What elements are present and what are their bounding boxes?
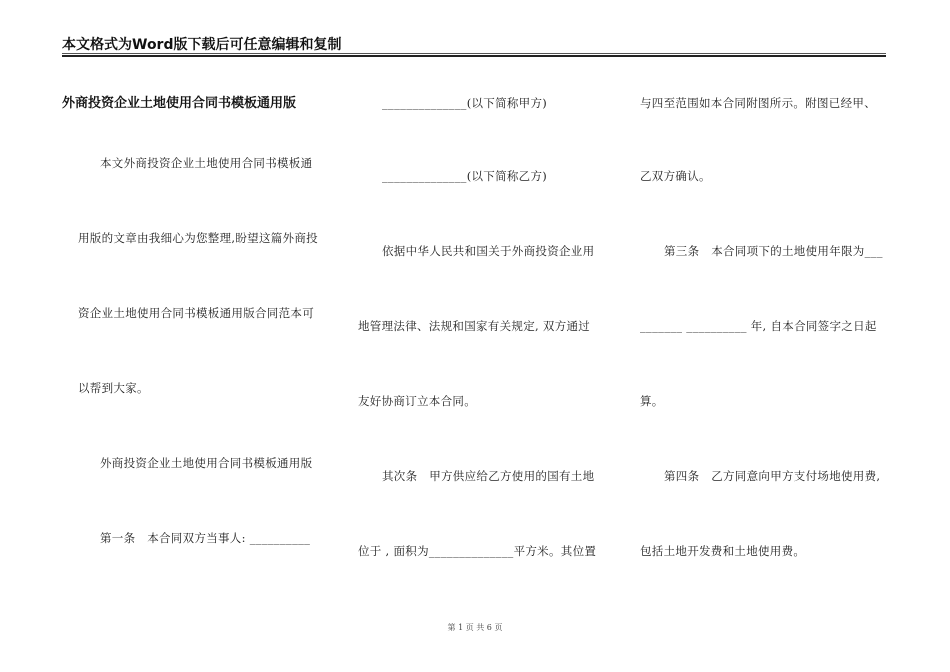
body-line: 第一条 本合同双方当事人: __________ <box>100 531 311 545</box>
body-line: 与四至范围如本合同附图所示。附图已经甲、 <box>640 96 876 110</box>
body-line: 第四条 乙方同意向甲方支付场地使用费, <box>664 469 881 483</box>
body-line: 位于 , 面积为______________平方米。其位置 <box>358 544 597 558</box>
document-title: 外商投资企业土地使用合同书模板通用版 <box>62 96 297 111</box>
body-line: 外商投资企业土地使用合同书模板通用版 <box>100 456 313 470</box>
body-line: 依据中华人民共和国关于外商投资企业用 <box>382 244 595 258</box>
body-line: _______ __________ 年, 自本合同签字之日起 <box>640 319 877 333</box>
body-line: 用版的文章由我细心为您整理,盼望这篇外商投 <box>78 231 318 245</box>
page-number: 第 1 页 共 6 页 <box>447 623 503 632</box>
body-line: 乙双方确认。 <box>640 169 711 183</box>
header-divider <box>62 53 886 54</box>
body-line: 包括土地开发费和土地使用费。 <box>640 544 806 558</box>
body-line: 以帮到大家。 <box>78 381 149 395</box>
header-divider-thick <box>62 55 886 57</box>
body-line: 友好协商订立本合同。 <box>358 394 476 408</box>
body-line: 资企业土地使用合同书模板通用版合同范本可 <box>78 306 314 320</box>
body-line: 本文外商投资企业土地使用合同书模板通 <box>100 156 313 170</box>
body-line: 算。 <box>640 394 664 408</box>
body-line: 地管理法律、法规和国家有关规定, 双方通过 <box>358 319 591 333</box>
body-line: 第三条 本合同项下的土地使用年限为___ <box>664 244 883 258</box>
body-line: ______________(以下简称甲方) <box>382 96 548 110</box>
body-line: 其次条 甲方供应给乙方使用的国有土地 <box>382 469 595 483</box>
header-banner: 本文格式为Word版下载后可任意编辑和复制 <box>62 37 342 53</box>
body-line: ______________(以下简称乙方) <box>382 169 548 183</box>
